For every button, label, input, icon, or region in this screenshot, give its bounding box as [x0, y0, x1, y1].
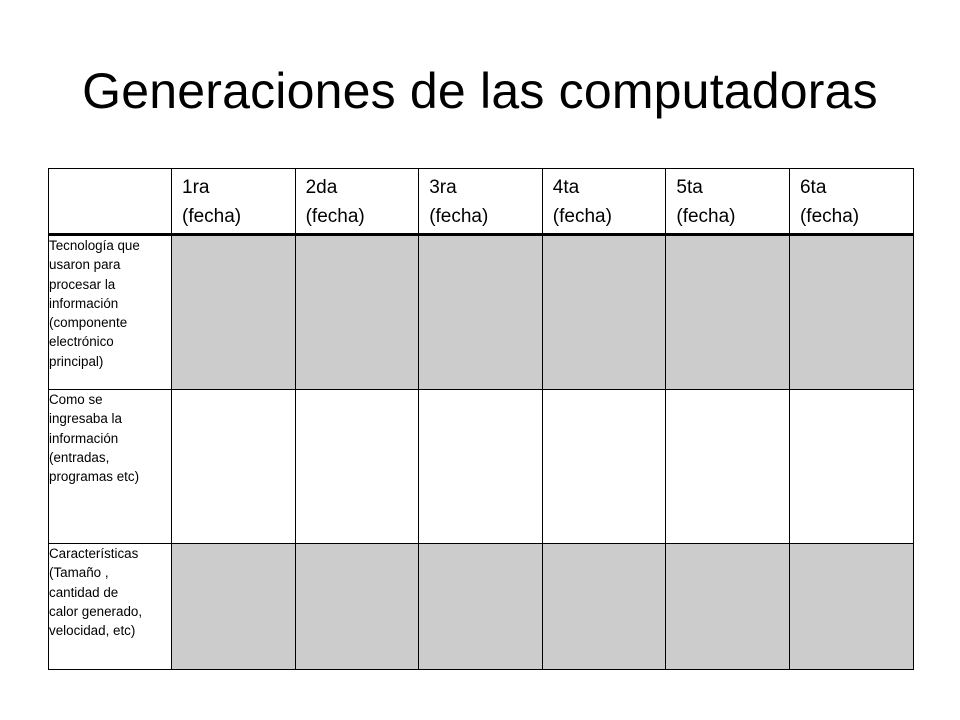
row-label-line: cantidad de	[49, 584, 119, 600]
table-cell	[419, 235, 543, 390]
table-cell	[666, 390, 790, 544]
column-header-date: (fecha)	[182, 206, 242, 227]
table-cell	[542, 544, 666, 670]
table-cell	[172, 544, 296, 670]
row-label-line: Tecnología que	[49, 238, 140, 253]
table-cell	[295, 544, 419, 670]
column-header-ordinal: 6ta	[799, 177, 827, 198]
column-header-date: (fecha)	[305, 206, 365, 227]
table-cell	[419, 544, 543, 670]
row-label-line: programas etc)	[49, 469, 140, 485]
row-label-line: (componente	[49, 315, 128, 331]
table-row-ingreso	[49, 390, 914, 544]
table-cell	[789, 235, 913, 390]
table-header-row	[49, 169, 914, 235]
table-cell	[172, 235, 296, 390]
row-label-line: Características	[49, 546, 139, 561]
row-label-line: calor generado,	[49, 603, 143, 619]
column-header-5	[666, 169, 790, 235]
column-header-ordinal: 3ra	[429, 177, 457, 198]
table-cell	[172, 390, 296, 544]
row-label-line: principal)	[49, 353, 104, 369]
corner-cell	[49, 169, 172, 235]
table-cell	[295, 390, 419, 544]
column-header-2	[295, 169, 419, 235]
column-header-ordinal: 5ta	[676, 177, 703, 198]
row-label-line: ingresaba la	[49, 411, 122, 427]
table-cell	[542, 235, 666, 390]
table-cell	[789, 390, 913, 544]
row-label-ingreso	[49, 390, 172, 544]
column-header-date: (fecha)	[552, 206, 612, 227]
row-label-line: usaron para	[49, 257, 121, 273]
column-header-4	[542, 169, 666, 235]
row-label-line: Como se	[49, 392, 103, 407]
table-cell	[295, 235, 419, 390]
table-cell	[666, 544, 790, 670]
column-header-ordinal: 1ra	[182, 177, 210, 198]
table-cell	[789, 544, 913, 670]
table-cell	[419, 390, 543, 544]
table-row-caracteristicas	[49, 544, 914, 670]
table-cell	[666, 235, 790, 390]
column-header-3	[419, 169, 543, 235]
table-row-tecnologia	[49, 235, 914, 390]
column-header-date: (fecha)	[799, 206, 860, 227]
column-header-date: (fecha)	[676, 206, 736, 227]
row-label-tecnologia	[49, 235, 172, 390]
slide-title: Generaciones de las computadoras	[82, 63, 878, 119]
row-label-line: información	[49, 430, 119, 446]
row-label-caracteristicas	[49, 544, 172, 670]
column-header-ordinal: 2da	[305, 177, 338, 198]
row-label-line: información	[49, 295, 119, 311]
column-header-date: (fecha)	[429, 206, 489, 227]
table-cell	[542, 390, 666, 544]
generations-table	[48, 168, 914, 670]
row-label-line: (entradas,	[49, 449, 110, 465]
row-label-line: procesar la	[49, 276, 116, 292]
row-label-line: electrónico	[49, 334, 114, 350]
row-label-line: (Tamaño ,	[49, 565, 109, 581]
column-header-ordinal: 4ta	[552, 177, 580, 198]
column-header-6	[789, 169, 913, 235]
column-header-1	[172, 169, 296, 235]
row-label-line: velocidad, etc)	[49, 623, 136, 639]
